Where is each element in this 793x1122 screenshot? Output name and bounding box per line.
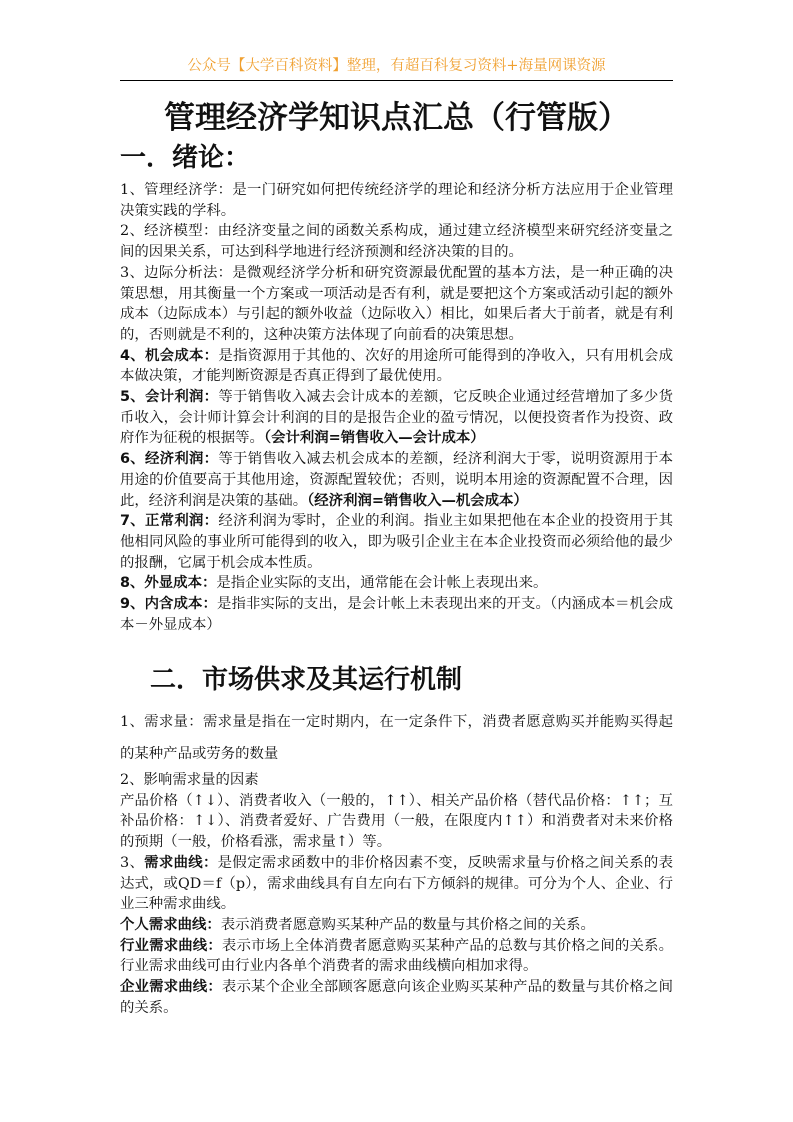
term-label: 6、经济利润：	[120, 451, 219, 468]
section-market-body	[120, 706, 673, 1018]
paragraph-text: 产品价格（↑↓）、消费者收入（一般的，↑↑）、相关产品价格（替代品价格：↑↑；互补品价格：↑↓）、消费者爱好、广告费用（一般，在限度内↑↑）和消费者对未来价格的预期（一般，价格看涨，需求量↑）等。	[120, 792, 673, 851]
paragraph-text: 是假定需求函数中的非价格因素不变，反映需求量与价格之间关系的表达式，或QD＝f（p），需求曲线具有自左向右下方倾斜的规律。可分为个人、企业、行业三种需求曲线。	[120, 854, 673, 913]
term-label: 需求曲线：	[144, 854, 218, 871]
document-title: 管理经济学知识点汇总（行管版）	[164, 100, 629, 136]
paragraph	[120, 346, 673, 387]
paragraph	[120, 915, 673, 936]
paragraph	[120, 180, 673, 221]
paragraph-text: 是指资源用于其他的、次好的用途所可能得到的净收入，只有用机会成本做决策，才能判断资源是否真正得到了最优使用。	[120, 347, 673, 385]
term-label: 5、会计利润：	[120, 389, 219, 406]
formula: （经济利润=销售收入—机会成本）	[307, 492, 528, 509]
paragraph-text: 2、影响需求量的因素	[120, 772, 259, 788]
paragraph-text: 等于销售收入减去会计成本的差额，它反映企业通过经营增加了多少货币收入，会计师计算会计利润的目的是报告企业的盈亏情况，以便投资者作为投资、政府作为征税的根据等。	[120, 389, 673, 447]
term-label: 9、内含成本：	[120, 596, 217, 613]
term-label: 7、正常利润：	[120, 513, 219, 530]
paragraph-text: 表示市场上全体消费者愿意购买某种产品的总数与其价格之间的关系。行业需求曲线可由行业内各单个消费者的需求曲线横向相加求得。	[120, 937, 673, 975]
paragraph	[120, 594, 673, 635]
paragraph-text: 1、管理经济学：是一门研究如何把传统经济学的理论和经济分析方法应用于企业管理决策实践的学科。	[120, 182, 673, 219]
paragraph	[120, 791, 673, 853]
paragraph-text: 等于销售收入减去机会成本的差额，经济利润大于零，说明资源用于本用途的价值要高于其他用途，资源配置较优；否则，说明本用途的资源配置不合理，因此，经济利润是决策的基础。	[120, 451, 673, 509]
paragraph	[120, 936, 673, 977]
paragraph	[120, 573, 673, 594]
section-heading-market: 二．市场供求及其运行机制	[150, 665, 463, 695]
paragraph-text: 经济利润为零时，企业的利润。指业主如果把他在本企业的投资用于其他相同风险的事业所可能得到的收入，即为吸引企业主在本企业投资而必须给他的最少的报酬，它属于机会成本性质。	[120, 513, 673, 571]
paragraph-text: 是指企业实际的支出，通常能在会计帐上表现出来。	[216, 575, 548, 592]
paragraph	[120, 977, 673, 1018]
paragraph	[120, 853, 673, 915]
term-label: 个人需求曲线：	[120, 916, 221, 933]
paragraph	[120, 387, 673, 449]
paragraph-text: 3、边际分析法：是微观经济学分析和研究资源最优配置的基本方法，是一种正确的决策思想，用其衡量一个方案或一项活动是否有利，就是要把这个方案或活动引起的额外成本（边际成本）与引起的额外收益（边际收入）相比，如果后者大于前者，就是有利的，否则就是不利的，这种决策方法体现了向前看的决策思想。	[120, 264, 673, 343]
paragraph-text: 表示消费者愿意购买某种产品的数量与其价格之间的关系。	[220, 916, 595, 933]
section-heading-intro: 一．绪论：	[120, 143, 251, 173]
paragraph	[120, 706, 673, 770]
section-intro-body	[120, 180, 673, 635]
paragraph	[120, 221, 673, 262]
header-divider	[120, 80, 673, 81]
paragraph-text: 表示某个企业全部顾客愿意向该企业购买某种产品的数量与其价格之间的关系。	[120, 979, 673, 1016]
paragraph-number: 3、	[120, 854, 145, 871]
paragraph-text: 1、需求量：需求量是指在一定时期内，在一定条件下，消费者愿意购买并能购买得起的某种产品或劳务的数量	[120, 714, 673, 762]
paragraph-text: 2、经济模型：由经济变量之间的函数关系构成，通过建立经济模型来研究经济变量之间的因果关系，可达到科学地进行经济预测和经济决策的目的。	[120, 223, 673, 261]
formula: （会计利润=销售收入—会计成本）	[263, 430, 485, 447]
paragraph	[120, 770, 673, 791]
paragraph	[120, 511, 673, 573]
page-header-banner: 公众号【大学百科资料】整理，有超百科复习资料+海量网课资源	[187, 58, 606, 74]
term-label: 8、外显成本：	[120, 575, 217, 592]
term-label: 行业需求曲线：	[120, 937, 222, 954]
term-label: 4、机会成本：	[120, 347, 219, 364]
paragraph	[120, 449, 673, 511]
paragraph-text: 是指非实际的支出，是会计帐上未表现出来的开支。（内涵成本＝机会成本－外显成本）	[120, 596, 674, 633]
paragraph	[120, 263, 673, 346]
term-label: 企业需求曲线：	[120, 979, 222, 996]
